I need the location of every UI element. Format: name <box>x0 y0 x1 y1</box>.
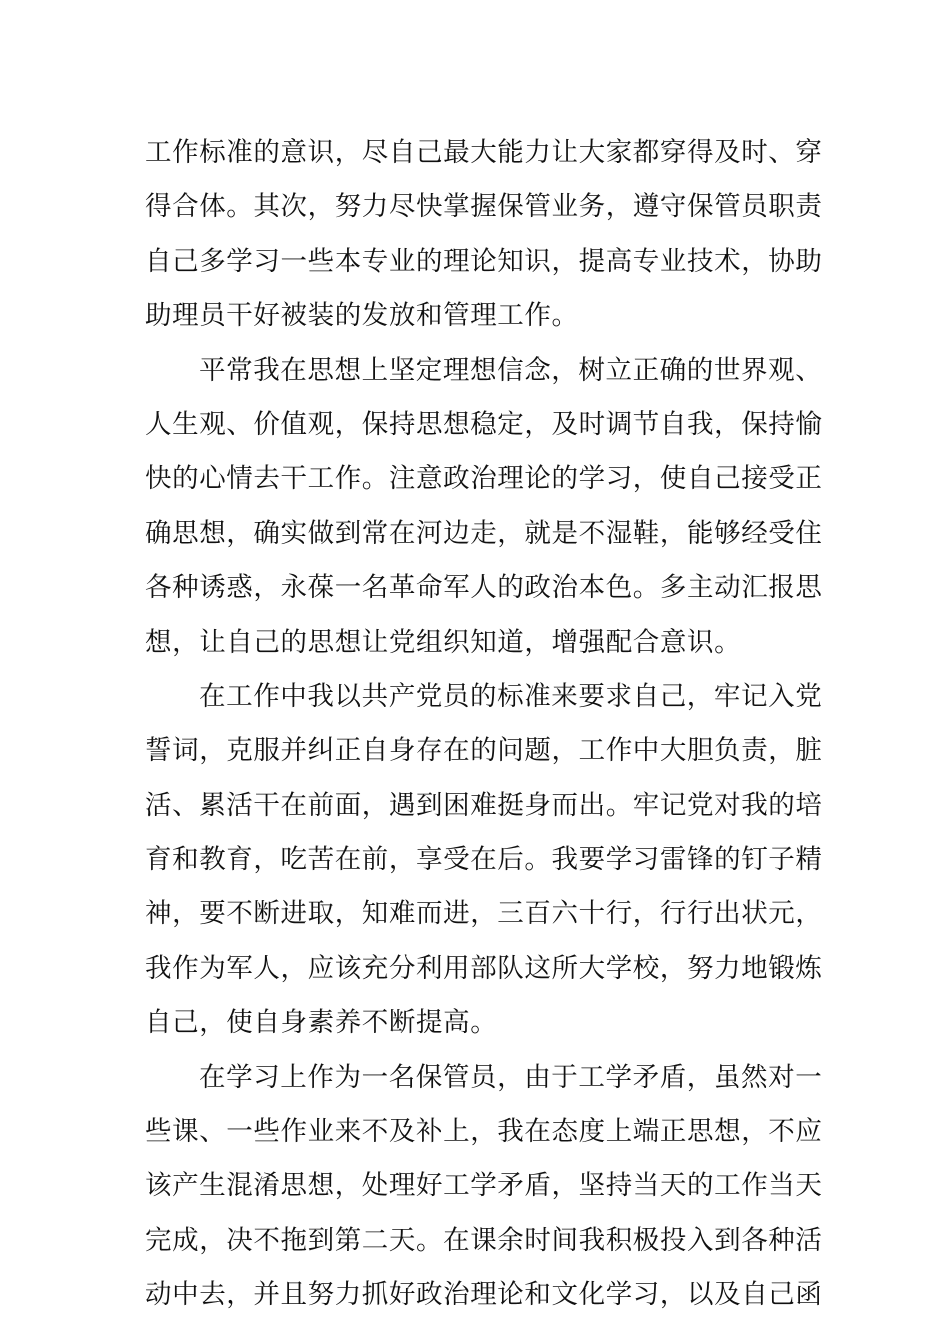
text-line: 我作为军人，应该充分利用部队这所大学校，努力地锻炼 <box>145 952 823 984</box>
text-line: 完成，决不拖到第二天。在课余时间我积极投入到各种活 <box>145 1224 823 1256</box>
text-line: 工作标准的意识，尽自己最大能力让大家都穿得及时、穿 <box>145 137 823 168</box>
text-line: 各种诱惑，永葆一名革命军人的政治本色。多主动汇报思 <box>145 572 823 604</box>
body-text <box>145 126 823 1323</box>
text-line: 助理员干好被装的发放和管理工作。 <box>145 300 579 332</box>
text-line: 得合体。其次，努力尽快掌握保管业务，遵守保管员职责 <box>145 191 823 223</box>
text-line: 动中去，并且努力抓好政治理论和文化学习，以及自己函 <box>145 1279 823 1311</box>
text-line: 自己多学习一些本专业的理论知识，提高专业技术，协助 <box>145 245 823 277</box>
paragraph-first-line: 在工作中我以共产党员的标准来要求自己，牢记入党 <box>199 680 823 712</box>
text-line: 想，让自己的思想让党组织知道，增强配合意识。 <box>145 626 742 658</box>
text-line: 神，要不断进取，知难而进，三百六十行，行行出状元， <box>145 898 823 930</box>
text-line: 自己，使自身素养不断提高。 <box>145 1007 498 1039</box>
text-line: 人生观、价值观，保持思想稳定，及时调节自我，保持愉 <box>145 408 823 440</box>
paragraph-first-line: 平常我在思想上坚定理想信念，树立正确的世界观、 <box>199 354 823 386</box>
text-line: 育和教育，吃苦在前，享受在后。我要学习雷锋的钉子精 <box>145 844 823 876</box>
text-line: 些课、一些作业来不及补上，我在态度上端正思想，不应 <box>145 1116 823 1148</box>
text-line: 快的心情去干工作。注意政治理论的学习，使自己接受正 <box>145 463 823 495</box>
text-line: 该产生混淆思想，处理好工学矛盾，坚持当天的工作当天 <box>145 1170 823 1202</box>
paragraph-first-line: 在学习上作为一名保管员，由于工学矛盾，虽然对一 <box>199 1061 823 1093</box>
text-line: 确思想，确实做到常在河边走，就是不湿鞋，能够经受住 <box>145 517 823 549</box>
text-line: 誓词，克服并纠正自身存在的问题，工作中大胆负责，脏 <box>145 735 823 767</box>
text-line: 活、累活干在前面，遇到困难挺身而出。牢记党对我的培 <box>145 789 823 821</box>
